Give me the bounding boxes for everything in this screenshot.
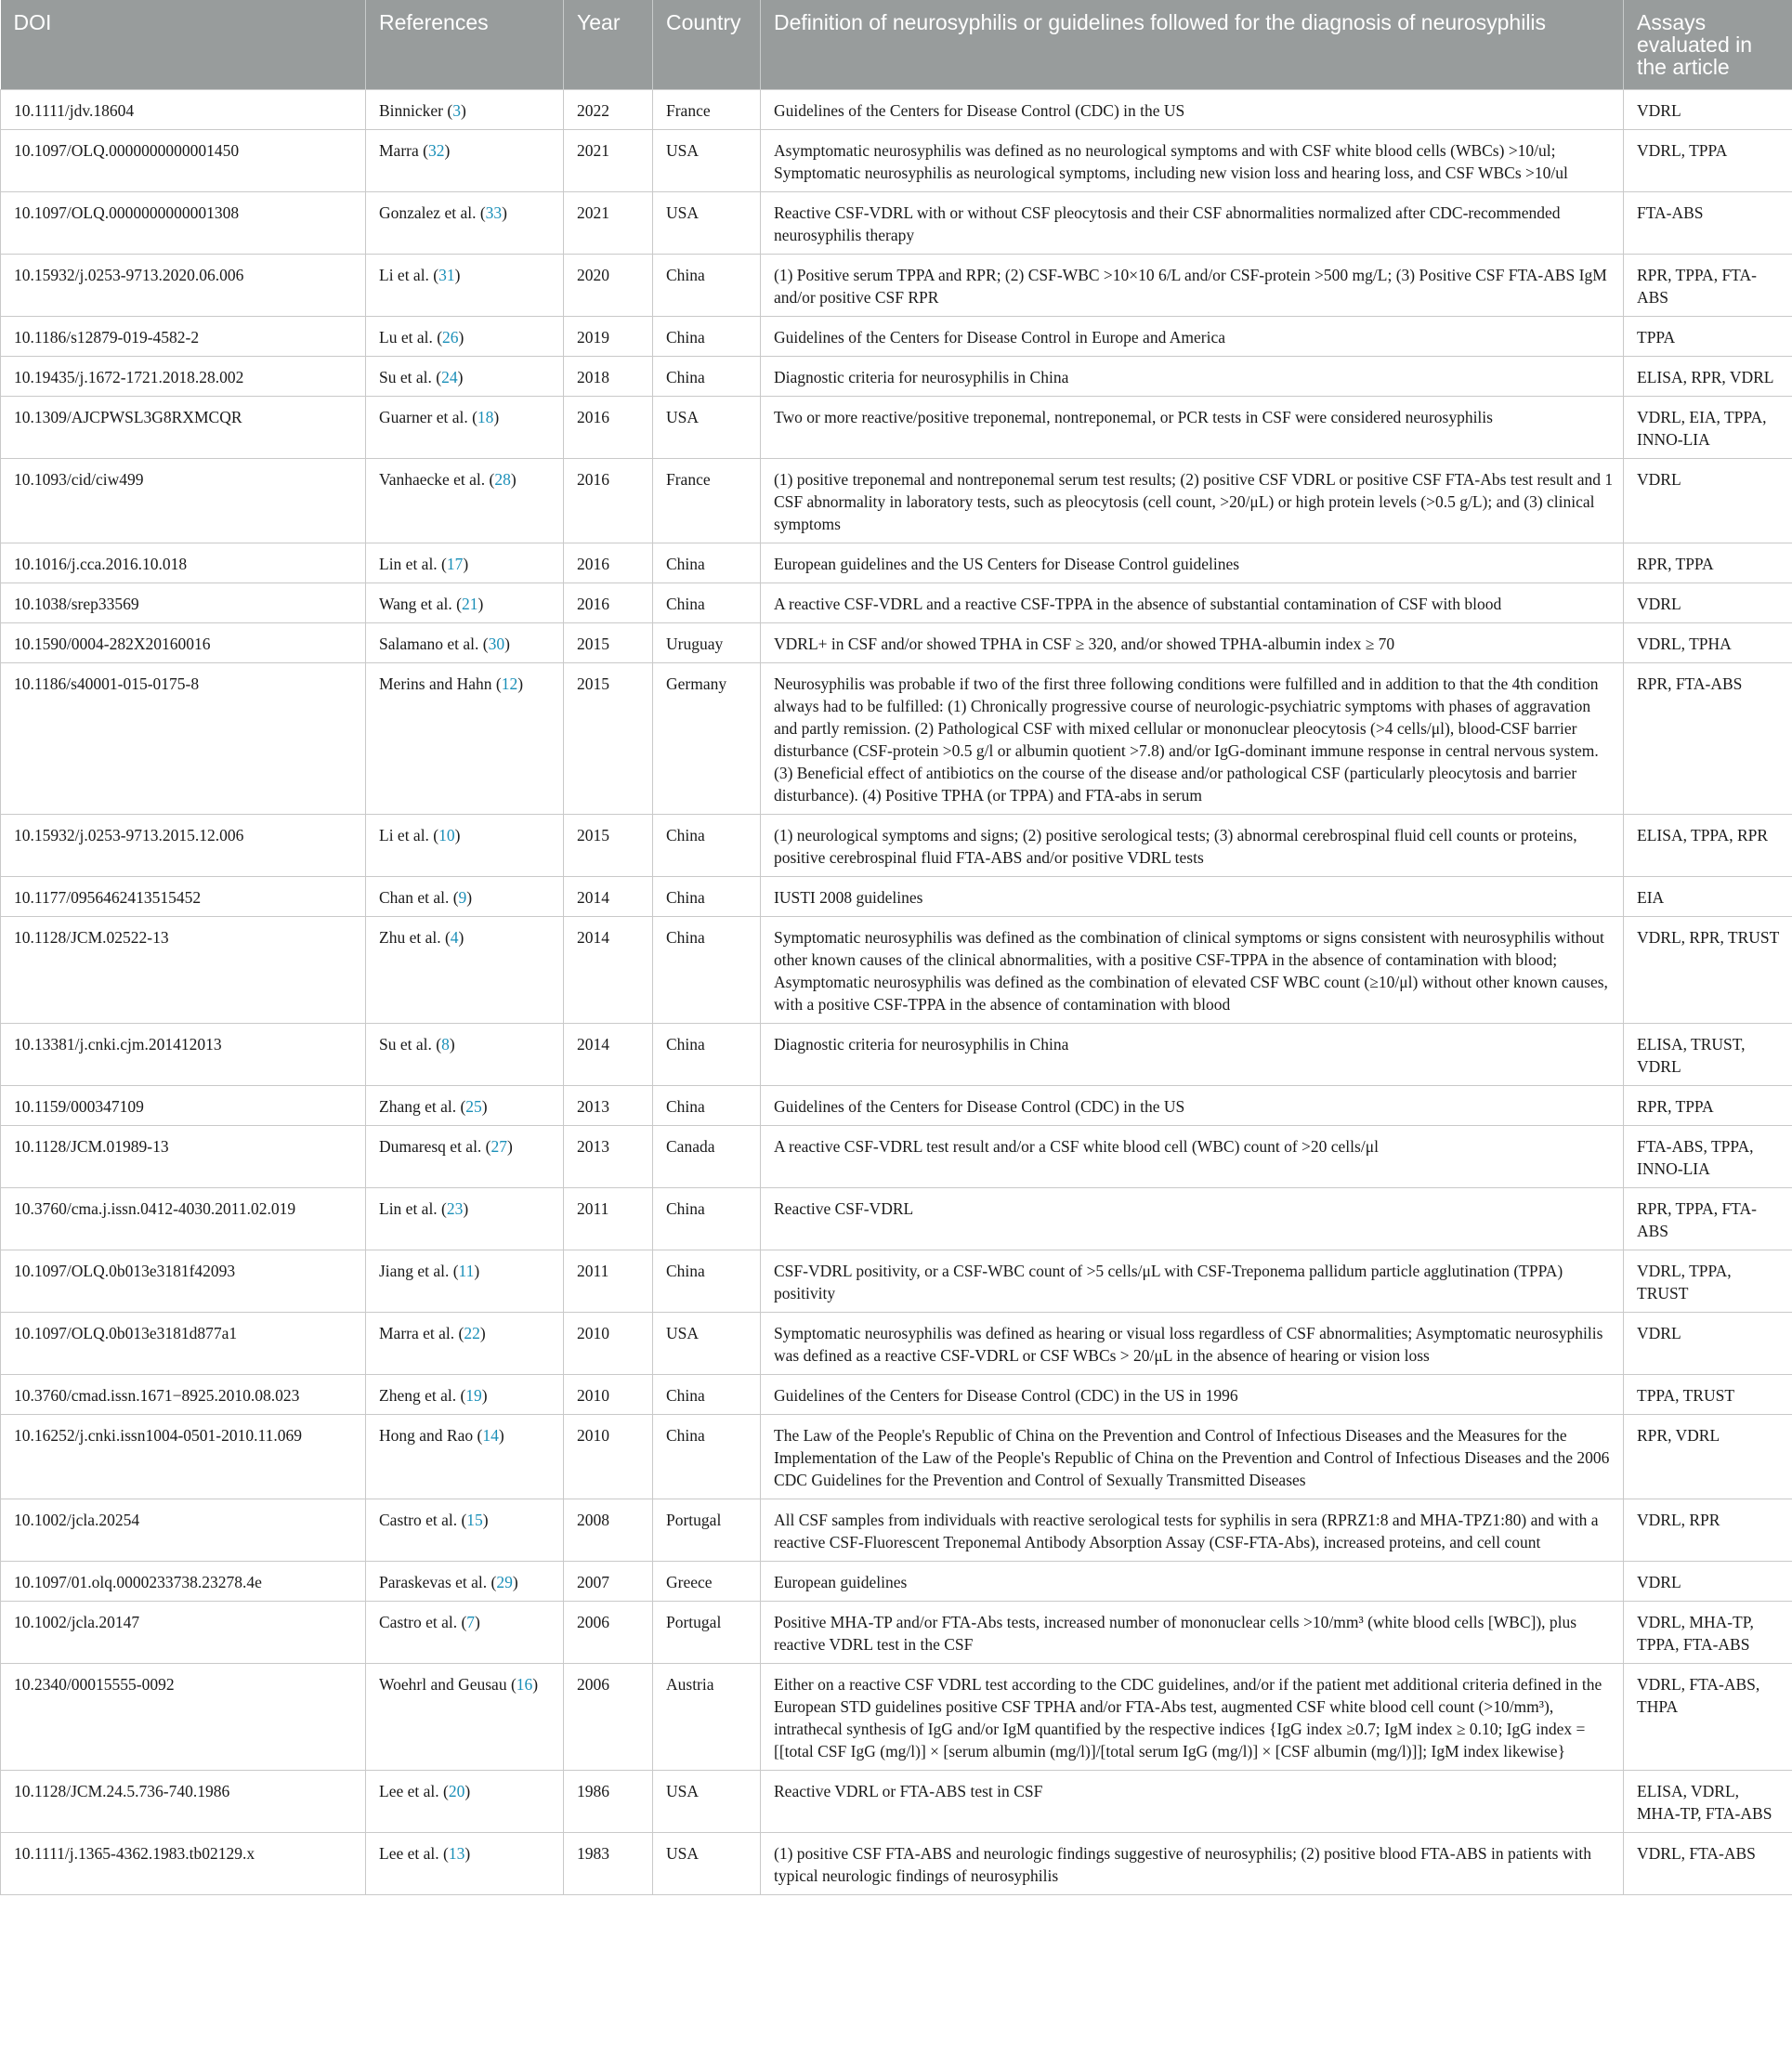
doi-cell: 10.1590/0004-282X20160016: [1, 623, 366, 663]
doi-cell: 10.1097/OLQ.0000000000001308: [1, 192, 366, 255]
definition-cell: Asymptomatic neurosyphilis was defined as no neurological symptoms and with CSF white blood cells (WBCs) >10/ul; Symptomatic neurosyphilis as neurological symptoms, including new vision loss and hearing loss, and CSF WBCs >10/ul: [761, 130, 1624, 192]
reference-authors: Marra et al. (: [379, 1324, 464, 1342]
table-row: [1, 917, 1792, 1024]
reference-cell: [366, 1250, 564, 1313]
country-cell: China: [653, 815, 761, 877]
assays-cell: RPR, TPPA, FTA-ABS: [1624, 255, 1792, 317]
country-cell: China: [653, 1250, 761, 1313]
country-cell: China: [653, 917, 761, 1024]
table-row: [1, 90, 1792, 130]
year-cell: 2006: [564, 1664, 653, 1771]
table-row: [1, 663, 1792, 815]
header-definition: Definition of neurosyphilis or guidelines followed for the diagnosis of neurosyphilis: [761, 0, 1624, 90]
reference-authors: Lin et al. (: [379, 1199, 447, 1218]
reference-close-paren: ): [507, 1137, 513, 1156]
country-cell: USA: [653, 1833, 761, 1895]
definition-cell: CSF-VDRL positivity, or a CSF-WBC count of >5 cells/μL with CSF-Treponema pallidum particle agglutination (TPPA) positivity: [761, 1250, 1624, 1313]
year-cell: 2010: [564, 1375, 653, 1415]
definition-cell: Positive MHA-TP and/or FTA-Abs tests, increased number of mononuclear cells >10/mm³ (white blood cells [WBC]), plus reactive VDRL test in the CSF: [761, 1602, 1624, 1664]
reference-link[interactable]: 24: [441, 368, 458, 386]
assays-cell: VDRL, TPPA, TRUST: [1624, 1250, 1792, 1313]
reference-authors: Wang et al. (: [379, 595, 462, 613]
table-row: [1, 1126, 1792, 1188]
assays-cell: TPPA: [1624, 317, 1792, 357]
reference-authors: Li et al. (: [379, 266, 439, 284]
assays-cell: VDRL: [1624, 459, 1792, 543]
doi-cell: 10.1097/01.olq.0000233738.23278.4e: [1, 1562, 366, 1602]
reference-link[interactable]: 28: [494, 470, 511, 489]
assays-cell: VDRL, RPR, TRUST: [1624, 917, 1792, 1024]
reference-close-paren: ): [502, 203, 507, 222]
country-cell: China: [653, 877, 761, 917]
country-cell: Portugal: [653, 1602, 761, 1664]
assays-cell: VDRL: [1624, 90, 1792, 130]
definition-cell: Guidelines of the Centers for Disease Control (CDC) in the US: [761, 1086, 1624, 1126]
country-cell: China: [653, 1086, 761, 1126]
country-cell: Greece: [653, 1562, 761, 1602]
header-references: References: [366, 0, 564, 90]
reference-authors: Castro et al. (: [379, 1511, 467, 1529]
header-country: Country: [653, 0, 761, 90]
year-cell: 2016: [564, 397, 653, 459]
reference-cell: [366, 90, 564, 130]
reference-cell: [366, 1024, 564, 1086]
reference-cell: [366, 1664, 564, 1771]
definition-cell: VDRL+ in CSF and/or showed TPHA in CSF ≥ 320, and/or showed TPHA-albumin index ≥ 70: [761, 623, 1624, 663]
assays-cell: VDRL, RPR: [1624, 1499, 1792, 1562]
year-cell: 2008: [564, 1499, 653, 1562]
definition-cell: Neurosyphilis was probable if two of the first three following conditions were fulfilled and in addition to that the 4th condition always had to be fulfilled: (1) Chronically progressive course of neurologic-psychiatric symptoms with phases of aggravation and partly remission. (2) Pathological CSF with mixed cellular or mononuclear pleocytosis (>4 cells/μl), blood-CSF barrier disturbance (CSF-protein >0.5 g/l or albumin quotient >7.8) and/or IgG-dominant immune response in central nervous system. (3) Beneficial effect of antibiotics on the course of the disease and/or pathological CSF (particularly pleocytosis and barrier disturbance). (4) Positive TPHA (or TPPA) and FTA-abs in serum: [761, 663, 1624, 815]
reference-link[interactable]: 20: [448, 1782, 465, 1800]
reference-close-paren: ): [477, 595, 484, 613]
reference-cell: [366, 623, 564, 663]
reference-link[interactable]: 31: [438, 266, 455, 284]
reference-cell: [366, 663, 564, 815]
assays-cell: FTA-ABS, TPPA, INNO-LIA: [1624, 1126, 1792, 1188]
assays-cell: VDRL: [1624, 583, 1792, 623]
reference-link[interactable]: 32: [427, 141, 445, 160]
doi-cell: 10.1002/jcla.20254: [1, 1499, 366, 1562]
reference-cell: [366, 1833, 564, 1895]
doi-cell: 10.2340/00015555-0092: [1, 1664, 366, 1771]
table-row: [1, 1250, 1792, 1313]
definition-cell: IUSTI 2008 guidelines: [761, 877, 1624, 917]
country-cell: China: [653, 1375, 761, 1415]
assays-cell: FTA-ABS: [1624, 192, 1792, 255]
table-row: [1, 583, 1792, 623]
year-cell: 2010: [564, 1415, 653, 1499]
table-row: [1, 1024, 1792, 1086]
assays-cell: VDRL, TPHA: [1624, 623, 1792, 663]
reference-close-paren: ): [458, 328, 464, 347]
doi-cell: 10.13381/j.cnki.cjm.201412013: [1, 1024, 366, 1086]
doi-cell: 10.15932/j.0253-9713.2015.12.006: [1, 815, 366, 877]
table-row: [1, 1313, 1792, 1375]
reference-authors: Paraskevas et al. (: [379, 1573, 497, 1591]
assays-cell: EIA: [1624, 877, 1792, 917]
year-cell: 2011: [564, 1250, 653, 1313]
definition-cell: Diagnostic criteria for neurosyphilis in China: [761, 1024, 1624, 1086]
definition-cell: Reactive VDRL or FTA-ABS test in CSF: [761, 1771, 1624, 1833]
reference-close-paren: ): [460, 101, 466, 120]
reference-close-paren: ): [474, 1262, 480, 1280]
year-cell: 2016: [564, 583, 653, 623]
assays-cell: RPR, TPPA: [1624, 1086, 1792, 1126]
reference-authors: Jiang et al. (: [379, 1262, 459, 1280]
reference-cell: [366, 1415, 564, 1499]
table-row: [1, 623, 1792, 663]
doi-cell: 10.1097/OLQ.0b013e3181d877a1: [1, 1313, 366, 1375]
definition-cell: A reactive CSF-VDRL and a reactive CSF-TPPA in the absence of substantial contamination of CSF with blood: [761, 583, 1624, 623]
country-cell: China: [653, 1188, 761, 1250]
table-row: [1, 357, 1792, 397]
reference-cell: [366, 877, 564, 917]
reference-close-paren: ): [454, 266, 461, 284]
assays-cell: RPR, TPPA, FTA-ABS: [1624, 1188, 1792, 1250]
reference-link[interactable]: 15: [466, 1511, 483, 1529]
country-cell: USA: [653, 397, 761, 459]
assays-cell: RPR, TPPA: [1624, 543, 1792, 583]
doi-cell: 10.1038/srep33569: [1, 583, 366, 623]
reference-authors: Merins and Hahn (: [379, 674, 502, 693]
country-cell: China: [653, 1415, 761, 1499]
year-cell: 2015: [564, 663, 653, 815]
assays-cell: VDRL, EIA, TPPA, INNO-LIA: [1624, 397, 1792, 459]
reference-link[interactable]: 25: [465, 1097, 482, 1116]
year-cell: 2015: [564, 623, 653, 663]
reference-authors: Li et al. (: [379, 826, 439, 844]
definition-cell: Symptomatic neurosyphilis was defined as the combination of clinical symptoms or signs consistent with neurosyphilis without other known causes of the clinical abnormalities, with a positive CSF-TPPA in the absence of contamination with blood; Asymptomatic neurosyphilis was defined as the combination of elevated CSF WBC count (≥10/μl) without other known causes, with a positive CSF-TPPA in the absence of contamination with blood: [761, 917, 1624, 1024]
reference-authors: Vanhaecke et al. (: [379, 470, 495, 489]
definition-cell: Either on a reactive CSF VDRL test according to the CDC guidelines, and/or if the patient met additional criteria defined in the European STD guidelines positive CSF TPHA and/or FTA-Abs test, augmented CSF white blood cell count (>10/mm³), intrathecal synthesis of IgG and/or IgM quantified by the respective indices {IgG index ≥0.7; IgM index ≥ 0.10; IgG index = [[total CSF IgG (mg/l)] × [serum albumin (mg/l)]/[total serum IgG (mg/l)] × [CSF albumin (mg/l)]]; IgM index likewise}: [761, 1664, 1624, 1771]
reference-close-paren: ): [481, 1097, 488, 1116]
assays-cell: TPPA, TRUST: [1624, 1375, 1792, 1415]
country-cell: Austria: [653, 1664, 761, 1771]
year-cell: 2016: [564, 459, 653, 543]
table-row: [1, 1415, 1792, 1499]
reference-authors: Zhang et al. (: [379, 1097, 466, 1116]
table-row: [1, 1833, 1792, 1895]
assays-cell: VDRL, FTA-ABS, THPA: [1624, 1664, 1792, 1771]
reference-close-paren: ): [481, 1386, 488, 1405]
doi-cell: 10.1111/j.1365-4362.1983.tb02129.x: [1, 1833, 366, 1895]
reference-link[interactable]: 7: [466, 1613, 476, 1631]
table-row: [1, 1499, 1792, 1562]
reference-close-paren: ): [517, 674, 524, 693]
reference-authors: Lee et al. (: [379, 1782, 449, 1800]
doi-cell: 10.1002/jcla.20147: [1, 1602, 366, 1664]
table-row: [1, 815, 1792, 877]
reference-link[interactable]: 18: [477, 408, 494, 426]
table-row: [1, 192, 1792, 255]
country-cell: China: [653, 543, 761, 583]
reference-link[interactable]: 3: [452, 101, 461, 120]
country-cell: USA: [653, 192, 761, 255]
reference-link[interactable]: 16: [516, 1675, 533, 1694]
reference-close-paren: ): [463, 555, 469, 573]
year-cell: 2014: [564, 877, 653, 917]
reference-cell: [366, 1499, 564, 1562]
reference-cell: [366, 1188, 564, 1250]
country-cell: Germany: [653, 663, 761, 815]
reference-link[interactable]: 29: [496, 1573, 513, 1591]
reference-cell: [366, 357, 564, 397]
reference-close-paren: ): [454, 826, 461, 844]
year-cell: 2022: [564, 90, 653, 130]
definition-cell: Guidelines of the Centers for Disease Control (CDC) in the US: [761, 90, 1624, 130]
reference-cell: [366, 1126, 564, 1188]
assays-cell: VDRL, FTA-ABS: [1624, 1833, 1792, 1895]
definition-cell: Guidelines of the Centers for Disease Control (CDC) in the US in 1996: [761, 1375, 1624, 1415]
reference-authors: Woehrl and Geusau (: [379, 1675, 517, 1694]
year-cell: 2021: [564, 192, 653, 255]
reference-close-paren: ): [498, 1426, 504, 1445]
doi-cell: 10.1128/JCM.24.5.736-740.1986: [1, 1771, 366, 1833]
reference-cell: [366, 1375, 564, 1415]
definition-cell: A reactive CSF-VDRL test result and/or a CSF white blood cell (WBC) count of >20 cells/μl: [761, 1126, 1624, 1188]
year-cell: 2020: [564, 255, 653, 317]
doi-cell: 10.1016/j.cca.2016.10.018: [1, 543, 366, 583]
reference-cell: [366, 1313, 564, 1375]
reference-close-paren: ): [532, 1675, 539, 1694]
reference-link[interactable]: 11: [458, 1262, 475, 1280]
definition-cell: Symptomatic neurosyphilis was defined as hearing or visual loss regardless of CSF abnormalities; Asymptomatic neurosyphilis was defined as a reactive CSF-VDRL or CSF WBCs > 20/μL in the absence of hearing or vision loss: [761, 1313, 1624, 1375]
table-row: [1, 1375, 1792, 1415]
definition-cell: (1) positive treponemal and nontreponemal serum test results; (2) positive CSF VDRL or positive CSF FTA-Abs test result and 1 CSF abnormality in laboratory tests, such as pleocytosis (cell count, >20/μL) or high protein levels (>0.5 g/L); and (3) clinical symptoms: [761, 459, 1624, 543]
reference-cell: [366, 1771, 564, 1833]
assays-cell: ELISA, TPPA, RPR: [1624, 815, 1792, 877]
reference-close-paren: ): [463, 1199, 469, 1218]
assays-cell: VDRL, TPPA: [1624, 130, 1792, 192]
reference-cell: [366, 317, 564, 357]
assays-cell: ELISA, RPR, VDRL: [1624, 357, 1792, 397]
assays-cell: ELISA, VDRL, MHA-TP, FTA-ABS: [1624, 1771, 1792, 1833]
definition-cell: European guidelines: [761, 1562, 1624, 1602]
table-row: [1, 877, 1792, 917]
table-row: [1, 1602, 1792, 1664]
reference-link[interactable]: 8: [441, 1035, 450, 1054]
table-row: [1, 1188, 1792, 1250]
reference-close-paren: ): [504, 635, 510, 653]
reference-authors: Lee et al. (: [379, 1844, 449, 1863]
reference-close-paren: ): [493, 408, 500, 426]
reference-link[interactable]: 9: [458, 888, 467, 907]
definition-cell: Reactive CSF-VDRL with or without CSF pleocytosis and their CSF abnormalities normalized after CDC-recommended neurosyphilis therapy: [761, 192, 1624, 255]
reference-close-paren: ): [449, 1035, 455, 1054]
reference-authors: Guarner et al. (: [379, 408, 477, 426]
reference-cell: [366, 192, 564, 255]
year-cell: 1986: [564, 1771, 653, 1833]
doi-cell: 10.1309/AJCPWSL3G8RXMCQR: [1, 397, 366, 459]
table-row: [1, 1562, 1792, 1602]
year-cell: 2007: [564, 1562, 653, 1602]
year-cell: 1983: [564, 1833, 653, 1895]
reference-authors: Zhu et al. (: [379, 928, 451, 947]
definition-cell: Guidelines of the Centers for Disease Control in Europe and America: [761, 317, 1624, 357]
reference-authors: Lu et al. (: [379, 328, 443, 347]
definition-cell: (1) Positive serum TPPA and RPR; (2) CSF-WBC >10×10 6/L and/or CSF-protein >500 mg/L; (3) Positive CSF FTA-ABS IgM and/or positive CSF RPR: [761, 255, 1624, 317]
reference-close-paren: ): [458, 928, 464, 947]
doi-cell: 10.1128/JCM.01989-13: [1, 1126, 366, 1188]
table-header: [1, 0, 1792, 90]
assays-cell: RPR, FTA-ABS: [1624, 663, 1792, 815]
year-cell: 2013: [564, 1086, 653, 1126]
reference-link[interactable]: 26: [442, 328, 459, 347]
definition-cell: (1) neurological symptoms and signs; (2) positive serological tests; (3) abnormal cerebrospinal fluid cell counts or proteins, positive cerebrospinal fluid FTA-ABS and/or positive VDRL tests: [761, 815, 1624, 877]
reference-cell: [366, 1086, 564, 1126]
reference-authors: Hong and Rao (: [379, 1426, 483, 1445]
reference-link[interactable]: 13: [448, 1844, 465, 1863]
country-cell: China: [653, 317, 761, 357]
reference-close-paren: ): [479, 1324, 486, 1342]
reference-close-paren: ): [466, 888, 473, 907]
reference-cell: [366, 397, 564, 459]
year-cell: 2006: [564, 1602, 653, 1664]
reference-authors: Binnicker (: [379, 101, 453, 120]
definition-cell: (1) positive CSF FTA-ABS and neurologic findings suggestive of neurosyphilis; (2) positive blood FTA-ABS in patients with typical neurologic findings of neurosyphilis: [761, 1833, 1624, 1895]
reference-link[interactable]: 19: [465, 1386, 482, 1405]
definition-cell: All CSF samples from individuals with reactive serological tests for syphilis in sera (RPRZ1:8 and MHA-TPZ1:80) and with a reactive CSF-Fluorescent Treponemal Antibody Absorption Assay (CSF-FTA-Abs), increased proteins, and cell count: [761, 1499, 1624, 1562]
year-cell: 2010: [564, 1313, 653, 1375]
table-row: [1, 1664, 1792, 1771]
definition-cell: European guidelines and the US Centers for Disease Control guidelines: [761, 543, 1624, 583]
reference-cell: [366, 583, 564, 623]
reference-authors: Lin et al. (: [379, 555, 447, 573]
reference-link[interactable]: 30: [488, 635, 505, 653]
doi-cell: 10.1111/jdv.18604: [1, 90, 366, 130]
country-cell: China: [653, 583, 761, 623]
table-row: [1, 317, 1792, 357]
reference-authors: Su et al. (: [379, 368, 442, 386]
country-cell: China: [653, 1024, 761, 1086]
year-cell: 2014: [564, 1024, 653, 1086]
country-cell: France: [653, 459, 761, 543]
country-cell: China: [653, 255, 761, 317]
reference-cell: [366, 459, 564, 543]
reference-close-paren: ): [464, 1844, 471, 1863]
reference-close-paren: ): [444, 141, 451, 160]
header-doi: DOI: [1, 0, 366, 90]
year-cell: 2011: [564, 1188, 653, 1250]
definition-cell: Reactive CSF-VDRL: [761, 1188, 1624, 1250]
table-row: [1, 397, 1792, 459]
doi-cell: 10.3760/cmad.issn.1671−8925.2010.08.023: [1, 1375, 366, 1415]
year-cell: 2016: [564, 543, 653, 583]
reference-cell: [366, 543, 564, 583]
reference-close-paren: ): [475, 1613, 480, 1631]
doi-cell: 10.1097/OLQ.0b013e3181f42093: [1, 1250, 366, 1313]
doi-cell: 10.15932/j.0253-9713.2020.06.006: [1, 255, 366, 317]
year-cell: 2013: [564, 1126, 653, 1188]
reference-authors: Castro et al. (: [379, 1613, 467, 1631]
year-cell: 2014: [564, 917, 653, 1024]
reference-authors: Salamano et al. (: [379, 635, 489, 653]
reference-close-paren: ): [464, 1782, 471, 1800]
country-cell: USA: [653, 1771, 761, 1833]
country-cell: China: [653, 357, 761, 397]
doi-cell: 10.1159/000347109: [1, 1086, 366, 1126]
reference-link[interactable]: 17: [446, 555, 464, 573]
reference-cell: [366, 1562, 564, 1602]
doi-cell: 10.16252/j.cnki.issn1004-0501-2010.11.069: [1, 1415, 366, 1499]
table-row: [1, 1086, 1792, 1126]
country-cell: France: [653, 90, 761, 130]
country-cell: Canada: [653, 1126, 761, 1188]
reference-close-paren: ): [510, 470, 517, 489]
reference-close-paren: ): [457, 368, 464, 386]
reference-cell: [366, 130, 564, 192]
year-cell: 2018: [564, 357, 653, 397]
assays-cell: VDRL, MHA-TP, TPPA, FTA-ABS: [1624, 1602, 1792, 1664]
reference-cell: [366, 1602, 564, 1664]
doi-cell: 10.19435/j.1672-1721.2018.28.002: [1, 357, 366, 397]
assays-cell: VDRL: [1624, 1562, 1792, 1602]
doi-cell: 10.1097/OLQ.0000000000001450: [1, 130, 366, 192]
table-row: [1, 1771, 1792, 1833]
assays-cell: RPR, VDRL: [1624, 1415, 1792, 1499]
country-cell: Uruguay: [653, 623, 761, 663]
year-cell: 2021: [564, 130, 653, 192]
header-year: Year: [564, 0, 653, 90]
definition-cell: Diagnostic criteria for neurosyphilis in China: [761, 357, 1624, 397]
header-row: [1, 0, 1792, 90]
reference-close-paren: ): [482, 1511, 489, 1529]
reference-authors: Marra (: [379, 141, 428, 160]
reference-link[interactable]: 27: [491, 1137, 508, 1156]
reference-link[interactable]: 22: [464, 1324, 480, 1342]
doi-cell: 10.1128/JCM.02522-13: [1, 917, 366, 1024]
reference-link[interactable]: 4: [450, 928, 459, 947]
table-row: [1, 459, 1792, 543]
doi-cell: 10.1177/0956462413515452: [1, 877, 366, 917]
doi-cell: 10.1186/s12879-019-4582-2: [1, 317, 366, 357]
reference-cell: [366, 917, 564, 1024]
reference-cell: [366, 255, 564, 317]
country-cell: USA: [653, 130, 761, 192]
definition-cell: The Law of the People's Republic of China on the Prevention and Control of Infectious Diseases and the Measures for the Implementation of the Law of the People's Republic of China on the Prevention and Control of Infectious Diseases and the 2006 CDC Guidelines for the Prevention and Control of Sexually Transmitted Diseases: [761, 1415, 1624, 1499]
reference-link[interactable]: 12: [501, 674, 518, 693]
reference-link[interactable]: 23: [446, 1199, 464, 1218]
reference-link[interactable]: 14: [482, 1426, 499, 1445]
reference-link[interactable]: 33: [485, 203, 503, 222]
table-row: [1, 543, 1792, 583]
year-cell: 2015: [564, 815, 653, 877]
assays-cell: VDRL: [1624, 1313, 1792, 1375]
definition-cell: Two or more reactive/positive treponemal, nontreponemal, or PCR tests in CSF were considered neurosyphilis: [761, 397, 1624, 459]
country-cell: Portugal: [653, 1499, 761, 1562]
year-cell: 2019: [564, 317, 653, 357]
reference-cell: [366, 815, 564, 877]
reference-close-paren: ): [512, 1573, 518, 1591]
doi-cell: 10.1186/s40001-015-0175-8: [1, 663, 366, 815]
reference-authors: Gonzalez et al. (: [379, 203, 486, 222]
country-cell: USA: [653, 1313, 761, 1375]
reference-authors: Zheng et al. (: [379, 1386, 466, 1405]
reference-link[interactable]: 21: [461, 595, 478, 613]
table-body: [1, 90, 1792, 1895]
doi-cell: 10.3760/cma.j.issn.0412-4030.2011.02.019: [1, 1188, 366, 1250]
reference-link[interactable]: 10: [438, 826, 455, 844]
doi-cell: 10.1093/cid/ciw499: [1, 459, 366, 543]
reference-authors: Dumaresq et al. (: [379, 1137, 491, 1156]
header-assays: Assays evaluated in the article: [1624, 0, 1792, 90]
table-row: [1, 130, 1792, 192]
assays-cell: ELISA, TRUST, VDRL: [1624, 1024, 1792, 1086]
reference-authors: Su et al. (: [379, 1035, 442, 1054]
table-row: [1, 255, 1792, 317]
reference-authors: Chan et al. (: [379, 888, 459, 907]
